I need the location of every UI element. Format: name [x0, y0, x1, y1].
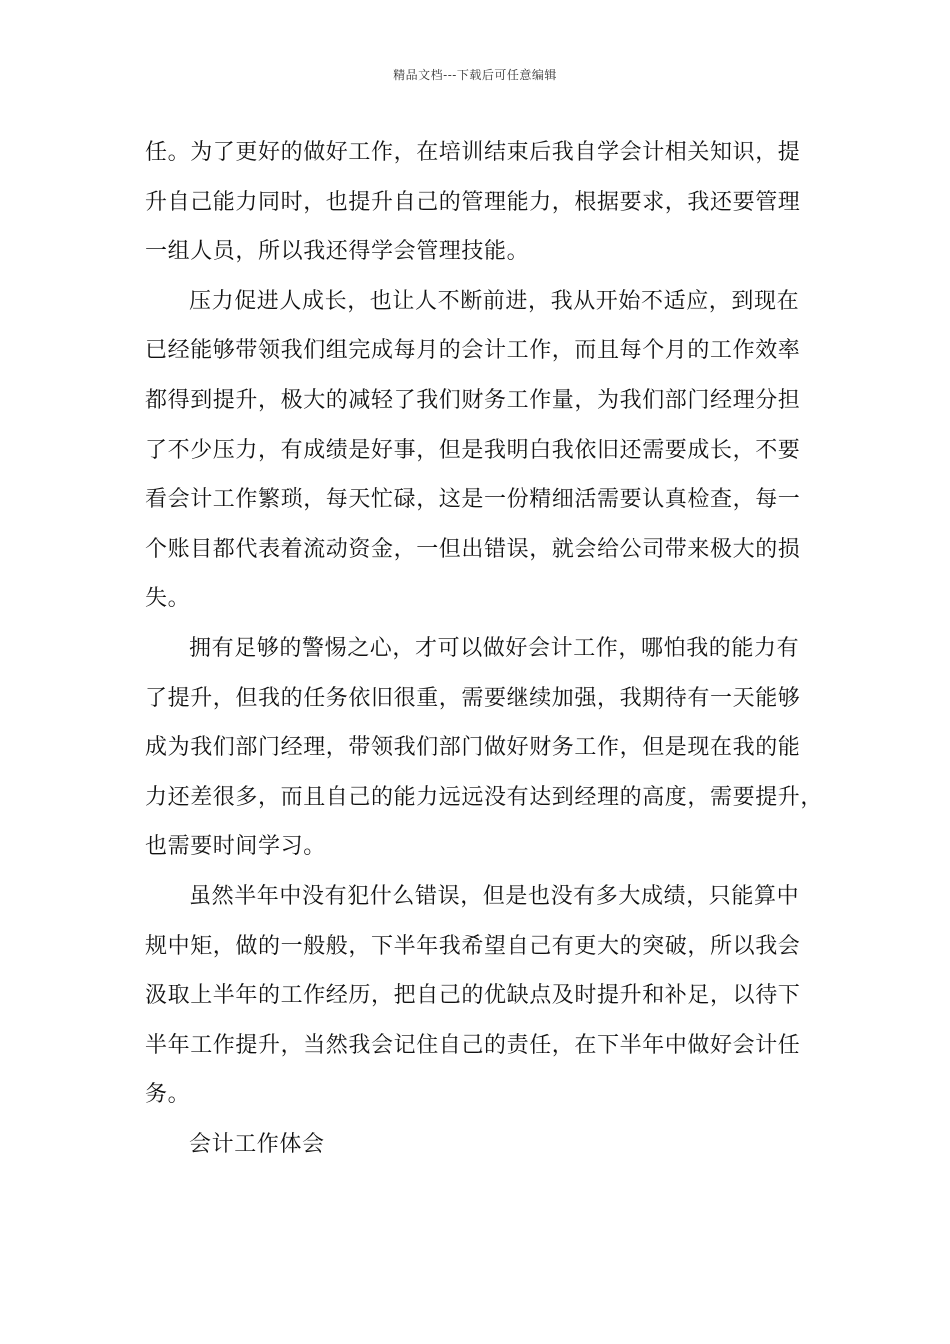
text-line: 规中矩，做的一般般，下半年我希望自己有更大的突破，所以我会 — [145, 933, 801, 959]
text-line: 了不少压力，有成绩是好事，但是我明白我依旧还需要成长，不要 — [145, 437, 801, 463]
text-line: 升自己能力同时，也提升自己的管理能力，根据要求，我还要管理 — [145, 189, 801, 215]
text-line: 力还差很多，而且自己的能力远远没有达到经理的高度，需要提升， — [145, 784, 824, 810]
paragraph — [145, 277, 810, 624]
text-line: 汲取上半年的工作经历，把自己的优缺点及时提升和补足，以待下 — [145, 983, 801, 1009]
text-line: 看会计工作繁琐，每天忙碌，这是一份精细活需要认真检查，每一 — [145, 487, 801, 513]
text-line: 虽然半年中没有犯什么错误，但是也没有多大成绩，只能算中 — [189, 883, 800, 909]
paragraph — [145, 128, 810, 277]
text-line: 失。 — [145, 586, 191, 612]
text-line: 任。为了更好的做好工作，在培训结束后我自学会计相关知识，提 — [145, 140, 801, 165]
text-line: 已经能够带领我们组完成每月的会计工作，而且每个月的工作效率 — [145, 338, 801, 364]
page-header: 精品文档---下载后可任意编辑 — [393, 68, 557, 82]
text-line: 成为我们部门经理，带领我们部门做好财务工作，但是现在我的能 — [145, 735, 801, 761]
text-line: 半年工作提升，当然我会记住自己的责任，在下半年中做好会计任 — [145, 1032, 801, 1058]
text-line: 会计工作体会 — [189, 1131, 325, 1157]
text-line: 压力促进人成长，也让人不断前进，我从开始不适应，到现在 — [189, 288, 800, 314]
text-line: 一组人员，所以我还得学会管理技能。 — [145, 239, 530, 265]
text-line: 都得到提升，极大的减轻了我们财务工作量，为我们部门经理分担 — [145, 387, 801, 413]
text-line: 了提升，但我的任务依旧很重，需要继续加强，我期待有一天能够 — [145, 685, 801, 711]
text-line: 拥有足够的警惕之心，才可以做好会计工作，哪怕我的能力有 — [189, 635, 800, 661]
document-body — [145, 128, 824, 1169]
paragraph — [145, 872, 810, 1120]
text-line: 也需要时间学习。 — [145, 834, 326, 860]
paragraph — [145, 624, 824, 872]
text-line: 个账目都代表着流动资金，一但出错误，就会给公司带来极大的损 — [145, 536, 801, 562]
paragraph — [145, 1120, 810, 1170]
text-line: 务。 — [145, 1082, 191, 1108]
